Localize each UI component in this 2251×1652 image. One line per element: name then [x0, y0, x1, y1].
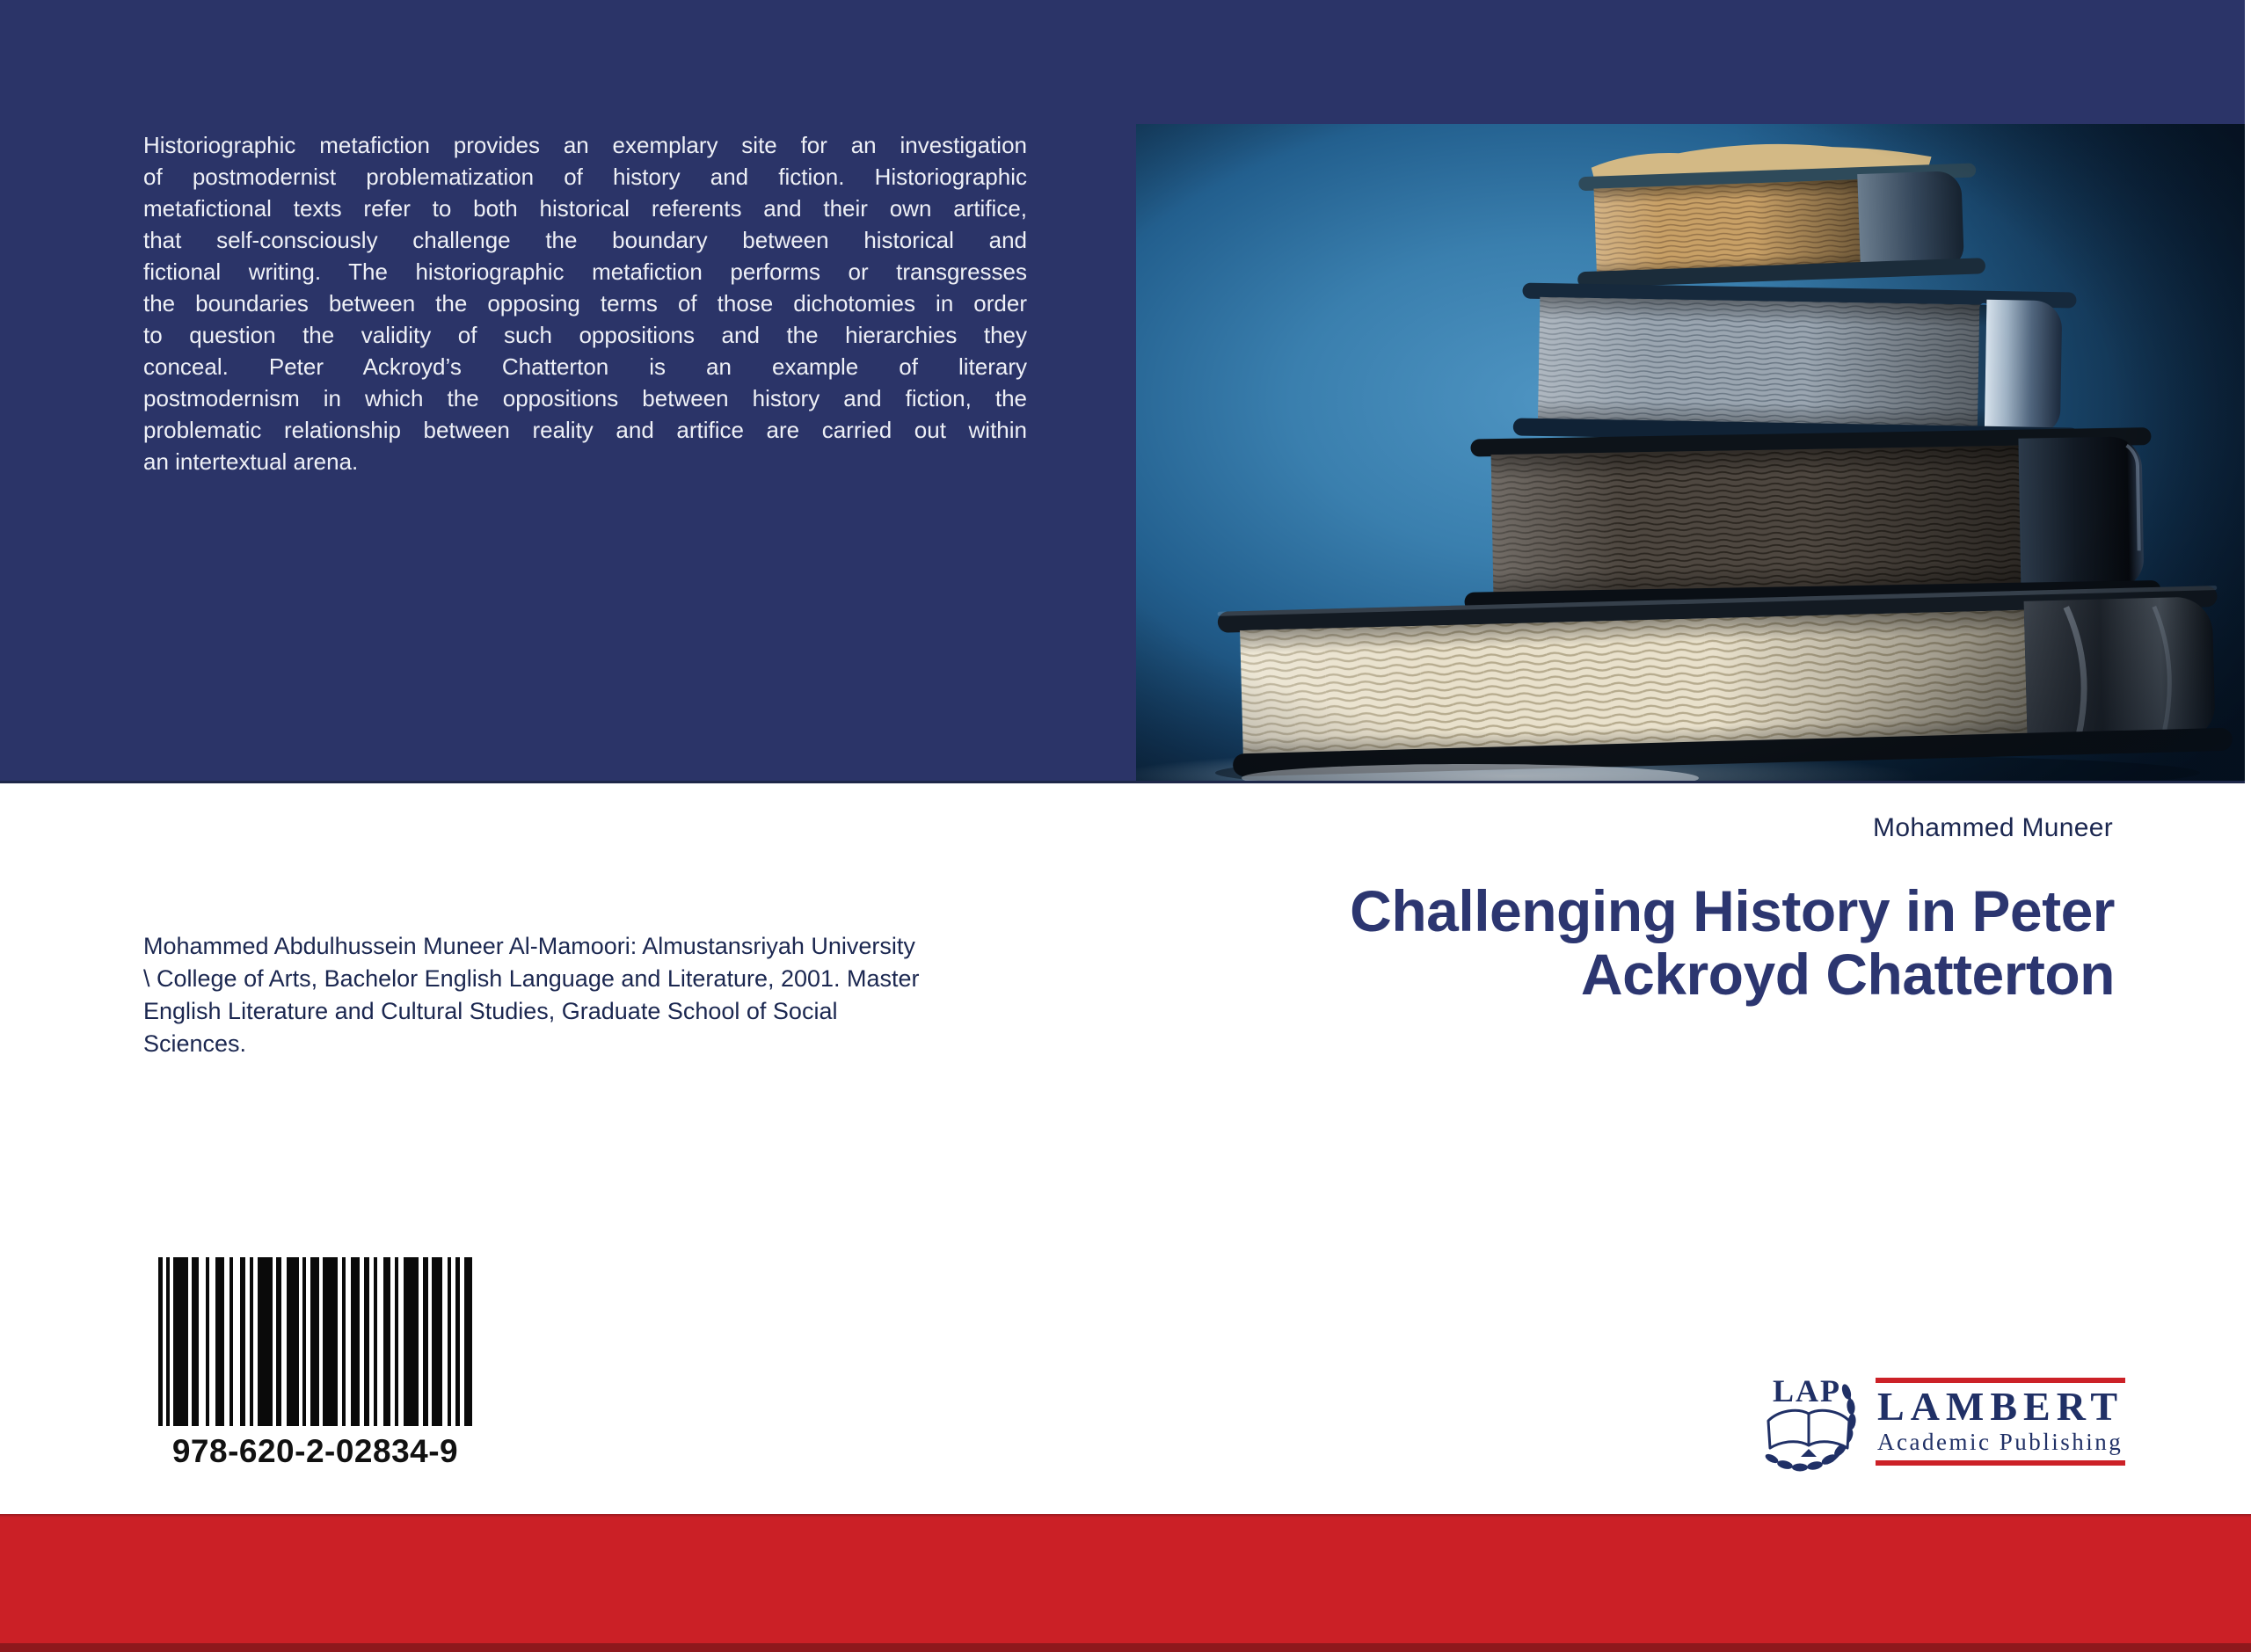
publisher-name: LAMBERT [1877, 1384, 2124, 1429]
book-title-line: Challenging History in Peter [1350, 878, 2115, 943]
publisher-logo [1761, 1368, 2125, 1475]
isbn-barcode [158, 1257, 472, 1470]
lap-monogram-svg: LAP [1773, 1373, 1842, 1408]
author-name: Mohammed Muneer [1873, 813, 2113, 842]
scan-edge [2245, 0, 2251, 781]
back-cover-blurb [143, 129, 1027, 477]
book-title [1350, 879, 2115, 1006]
author-bio [143, 930, 1031, 1060]
blurb-line: to question the validity of such oppositions and the hierarchies they [143, 322, 1027, 348]
isbn-number: 978-620-2-02834-9 [171, 1433, 459, 1469]
logo-bottom-rule [1876, 1460, 2125, 1466]
blurb-line: the boundaries between the opposing terms of those dichotomies in order [143, 290, 1027, 317]
lap-emblem-icon [1761, 1368, 1860, 1475]
blurb-line: an intertextual arena. [143, 448, 359, 475]
blurb-line: problematic relationship between reality and artifice are carried out within [143, 417, 1027, 443]
publisher-tagline: Academic Publishing [1877, 1429, 2124, 1455]
book-stack-illustration [1136, 124, 2245, 781]
blurb-line: metafictional texts refer to both historical referents and their own artifice, [143, 195, 1027, 222]
book-title-line: Ackroyd Chatterton [1580, 942, 2115, 1007]
blurb-line: Historiographic metafiction provides an exemplary site for an investigation [143, 132, 1027, 158]
blurb-line: of postmodernist problematization of history and fiction. Historiographic [143, 164, 1027, 190]
bio-line: Sciences. [143, 1030, 247, 1057]
publisher-wordmark [1876, 1378, 2125, 1466]
blurb-line: postmodernism in which the oppositions between history and fiction, the [143, 385, 1027, 411]
blurb-line: that self-consciously challenge the boundary between historical and [143, 227, 1027, 253]
blurb-line: conceal. Peter Ackroyd’s Chatterton is an example of literary [143, 353, 1027, 380]
bio-line: English Literature and Cultural Studies, Graduate School of Social [143, 998, 838, 1024]
bio-line: Mohammed Abdulhussein Muneer Al-Mamoori: Almustansriyah University [143, 933, 915, 959]
footer-red-band [0, 1514, 2251, 1652]
barcode-bars [158, 1257, 472, 1426]
photo-vignette [1136, 124, 2245, 781]
cover-photo-book-stack [1136, 124, 2245, 781]
blurb-line: fictional writing. The historiographic metafiction performs or transgresses [143, 258, 1027, 285]
bio-line: \ College of Arts, Bachelor English Language and Literature, 2001. Master [143, 965, 920, 992]
